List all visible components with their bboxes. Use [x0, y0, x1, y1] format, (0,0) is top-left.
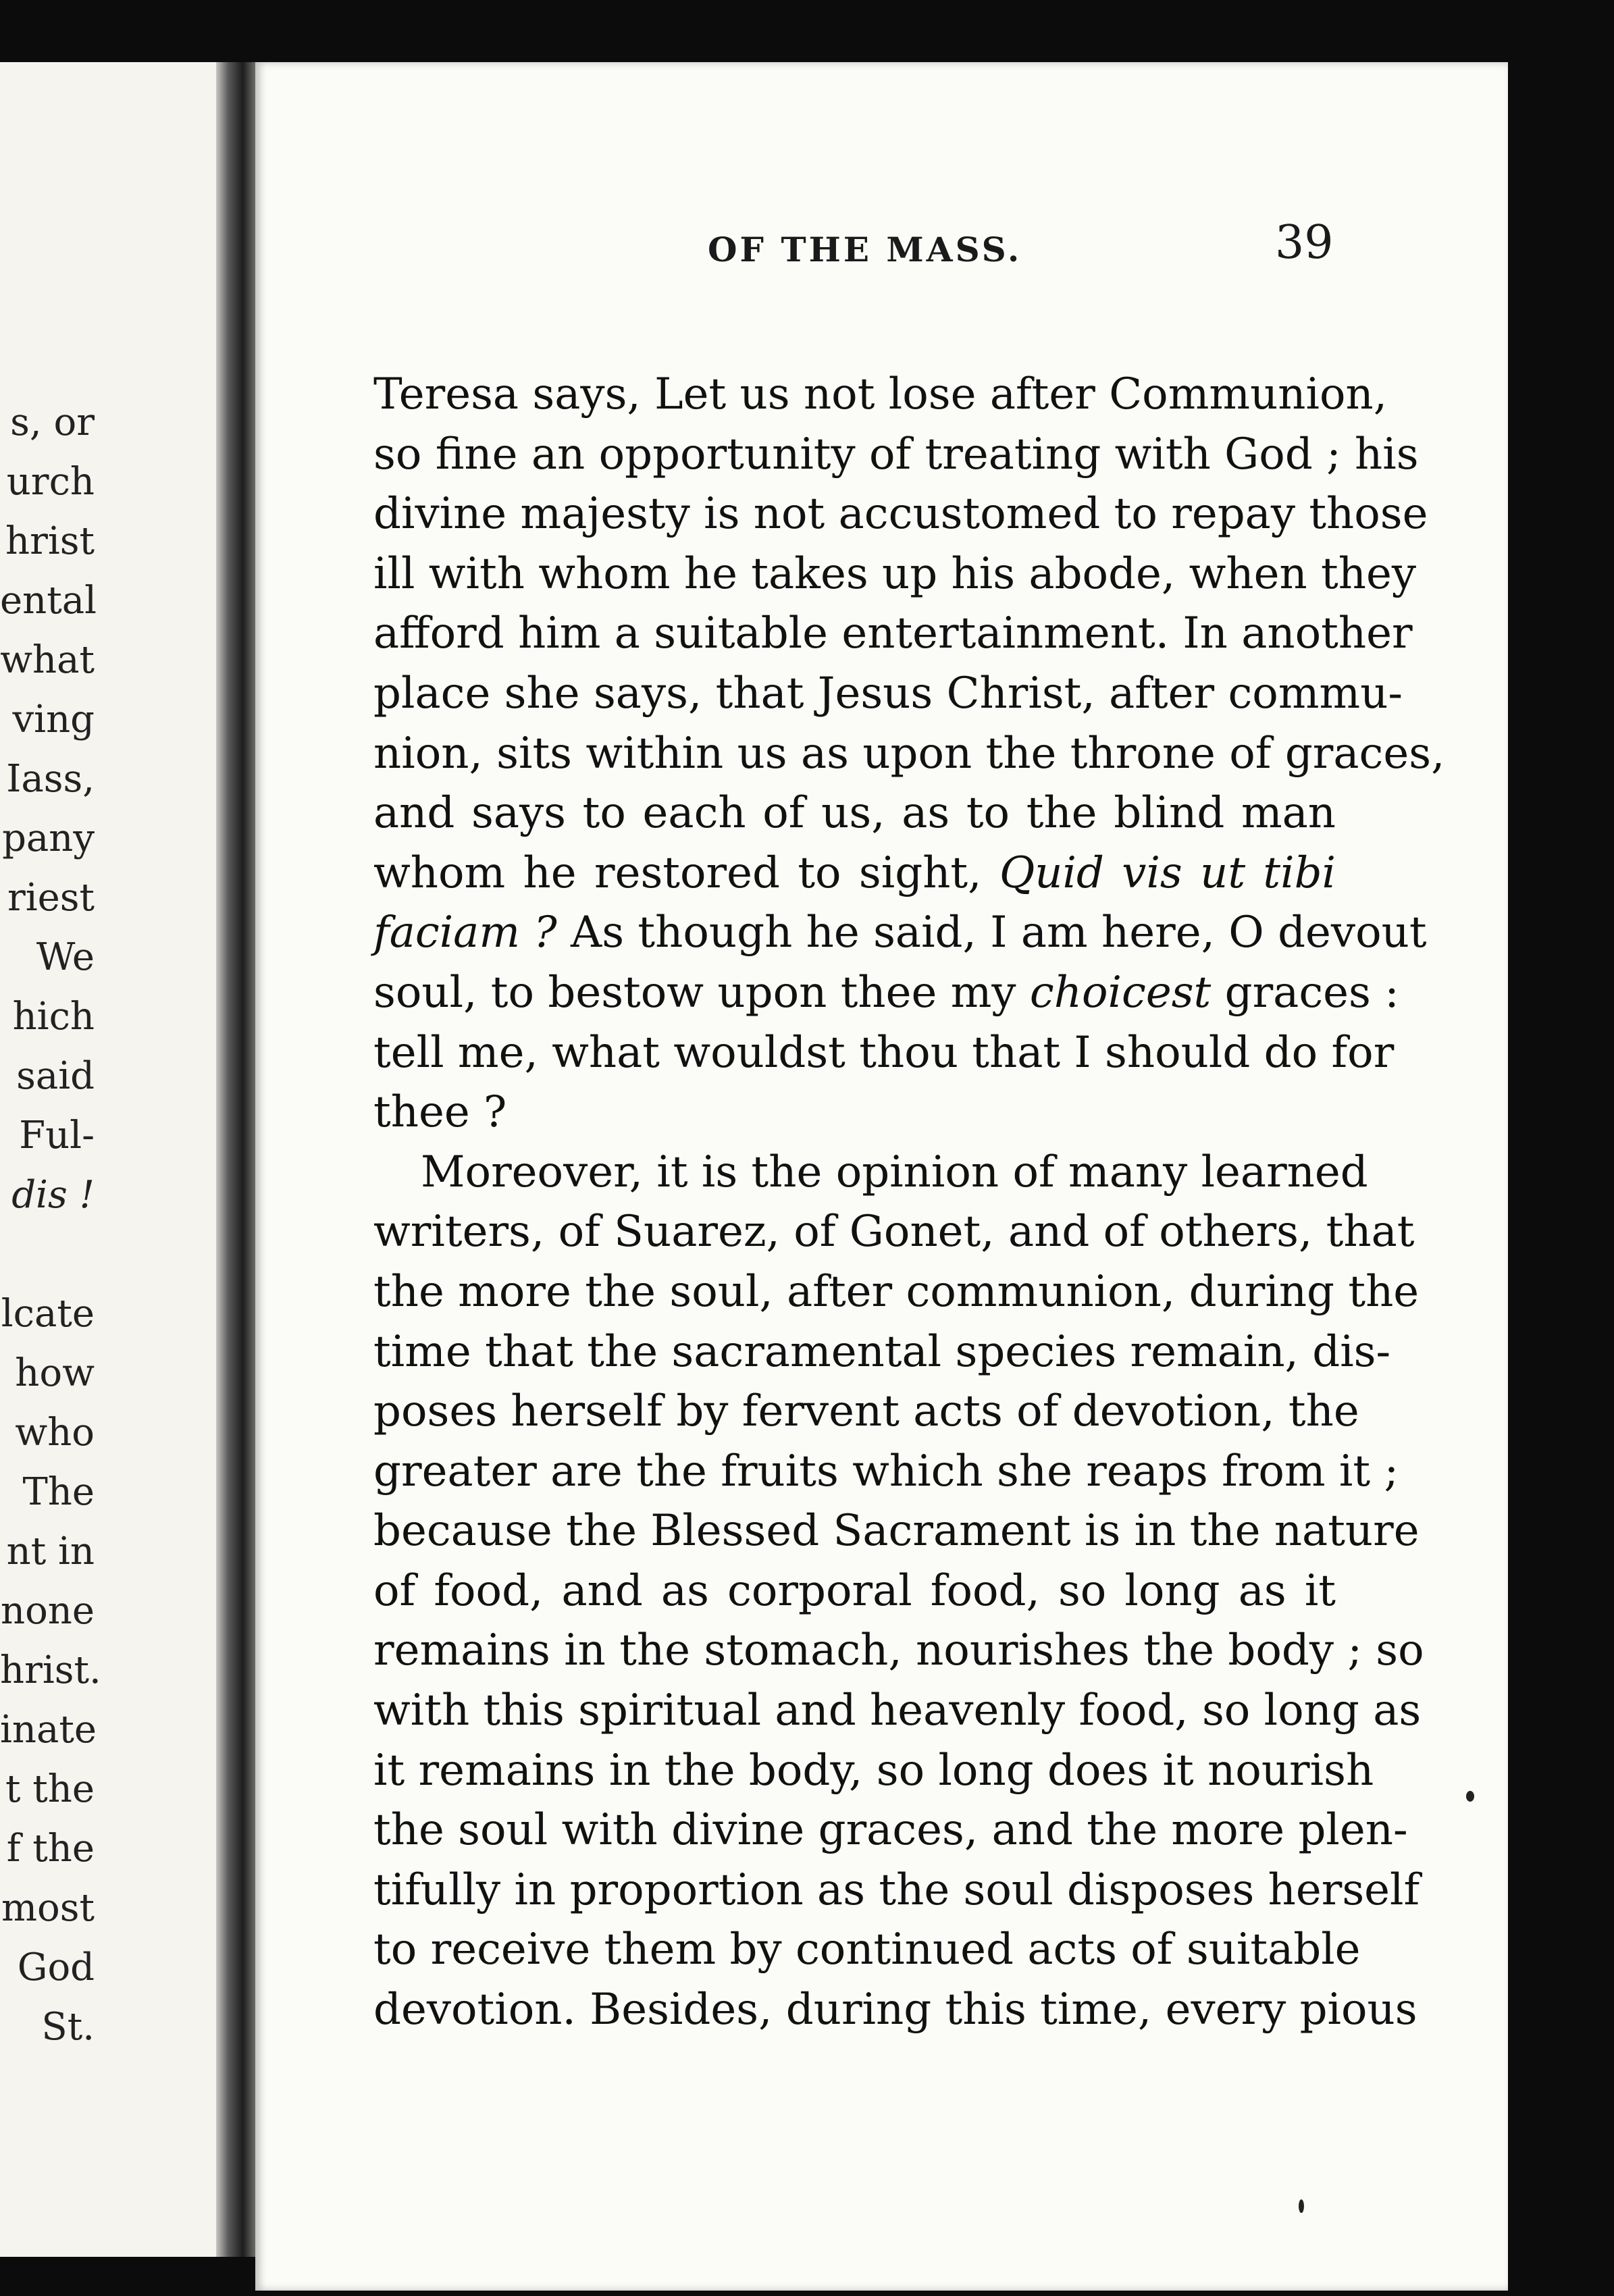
- text-line: nion, sits within us as upon the throne of graces,: [373, 728, 1445, 779]
- text-line: because the Blessed Sacrament is in the nature: [373, 1506, 1420, 1557]
- text-line: the more the soul, after communion, during the: [373, 1266, 1420, 1317]
- left-page-text: [0, 393, 101, 2057]
- italic-phrase: choicest: [1029, 967, 1212, 1018]
- text-line: so fine an opportunity of treating with God ; his: [373, 429, 1419, 479]
- running-head: OF THE MASS.: [708, 230, 1022, 269]
- text-line: and says to each of us, as to the blind man: [373, 788, 1336, 839]
- text-line: Teresa says, Let us not lose after Communion,: [373, 369, 1388, 419]
- left-fragment: what: [0, 638, 95, 682]
- left-fragment: pany: [2, 816, 95, 860]
- left-fragment: t the: [5, 1767, 95, 1811]
- left-fragment: nt in: [6, 1530, 95, 1573]
- left-fragment: f the: [6, 1827, 95, 1871]
- left-fragment: [0, 1225, 95, 1284]
- left-fragment: inate: [0, 1708, 97, 1752]
- italic-phrase: Quid vis ut tibi: [999, 847, 1336, 898]
- text-run: whom he restored to sight,: [373, 847, 999, 898]
- left-fragment: ental: [0, 579, 97, 623]
- text-line: greater are the fruits which she reaps from it ;: [373, 1446, 1399, 1496]
- left-fragment: riest: [7, 876, 95, 920]
- text-run: soul, to bestow upon thee my: [373, 967, 1030, 1018]
- text-line-with-italic: [373, 963, 1399, 1023]
- left-fragment: lcate: [1, 1292, 95, 1336]
- text-line: to receive them by continued acts of suitable: [373, 1925, 1361, 1975]
- speck: [1299, 2199, 1304, 2213]
- left-fragment: We: [36, 935, 95, 979]
- left-fragment: St.: [41, 2005, 95, 2049]
- right-page: [255, 62, 1508, 2291]
- text-line: devotion. Besides, during this time, every pious: [373, 1985, 1417, 2035]
- text-line: poses herself by fervent acts of devotion, the: [373, 1386, 1359, 1437]
- page-header: [255, 209, 1334, 284]
- left-fragment: The: [22, 1470, 95, 1514]
- body-text: [373, 365, 1445, 2040]
- left-fragment: dis !: [11, 1173, 95, 1217]
- page-number: 39: [1275, 216, 1334, 269]
- text-line: writers, of Suarez, of Gonet, and of others, that: [373, 1207, 1415, 1257]
- text-line: afford him a suitable entertainment. In another: [373, 608, 1413, 659]
- text-line: tifully in proportion as the soul disposes herself: [373, 1864, 1420, 1915]
- left-fragment: none: [1, 1589, 95, 1633]
- left-fragment: most: [1, 1886, 95, 1930]
- left-fragment: ving: [12, 698, 95, 741]
- italic-phrase: faciam ?: [373, 908, 557, 958]
- left-fragment: hrist: [5, 519, 95, 563]
- left-fragment: God: [17, 1946, 95, 1989]
- text-line: Moreover, it is the opinion of many learned: [421, 1147, 1368, 1197]
- left-fragment: how: [15, 1351, 95, 1395]
- left-fragment: said: [16, 1054, 95, 1098]
- text-line: the soul with divine graces, and the more plen-: [373, 1805, 1408, 1856]
- text-line-with-italic: [373, 843, 1336, 904]
- left-fragment: s, or: [10, 400, 95, 444]
- text-line: it remains in the body, so long does it nourish: [373, 1745, 1374, 1796]
- speck: [1466, 1791, 1474, 1802]
- left-fragment: urch: [6, 460, 95, 504]
- left-fragment: Iass,: [6, 757, 95, 801]
- text-line: divine majesty is not accustomed to repay those: [373, 489, 1428, 540]
- left-fragment: Ful-: [19, 1114, 95, 1157]
- text-line: tell me, what wouldst thou that I should do for: [373, 1027, 1395, 1078]
- left-page: [0, 62, 233, 2257]
- left-fragment: hrist.: [0, 1648, 101, 1692]
- text-line: with this spiritual and heavenly food, so long as: [373, 1686, 1422, 1736]
- text-line: thee ?: [373, 1087, 507, 1138]
- text-line: ill with whom he takes up his abode, when they: [373, 548, 1416, 599]
- text-line: of food, and as corporal food, so long as it: [373, 1565, 1336, 1616]
- text-line-with-italic: [373, 903, 1427, 963]
- text-run: As though he said, I am here, O devout: [556, 908, 1427, 958]
- text-run: graces :: [1211, 967, 1399, 1018]
- text-line: remains in the stomach, nourishes the body ; so: [373, 1625, 1424, 1676]
- text-line: place she says, that Jesus Christ, after commu-: [373, 668, 1403, 719]
- text-line: time that the sacramental species remain, dis-: [373, 1326, 1391, 1377]
- left-fragment: who: [15, 1411, 95, 1455]
- left-fragment: hich: [12, 995, 95, 1039]
